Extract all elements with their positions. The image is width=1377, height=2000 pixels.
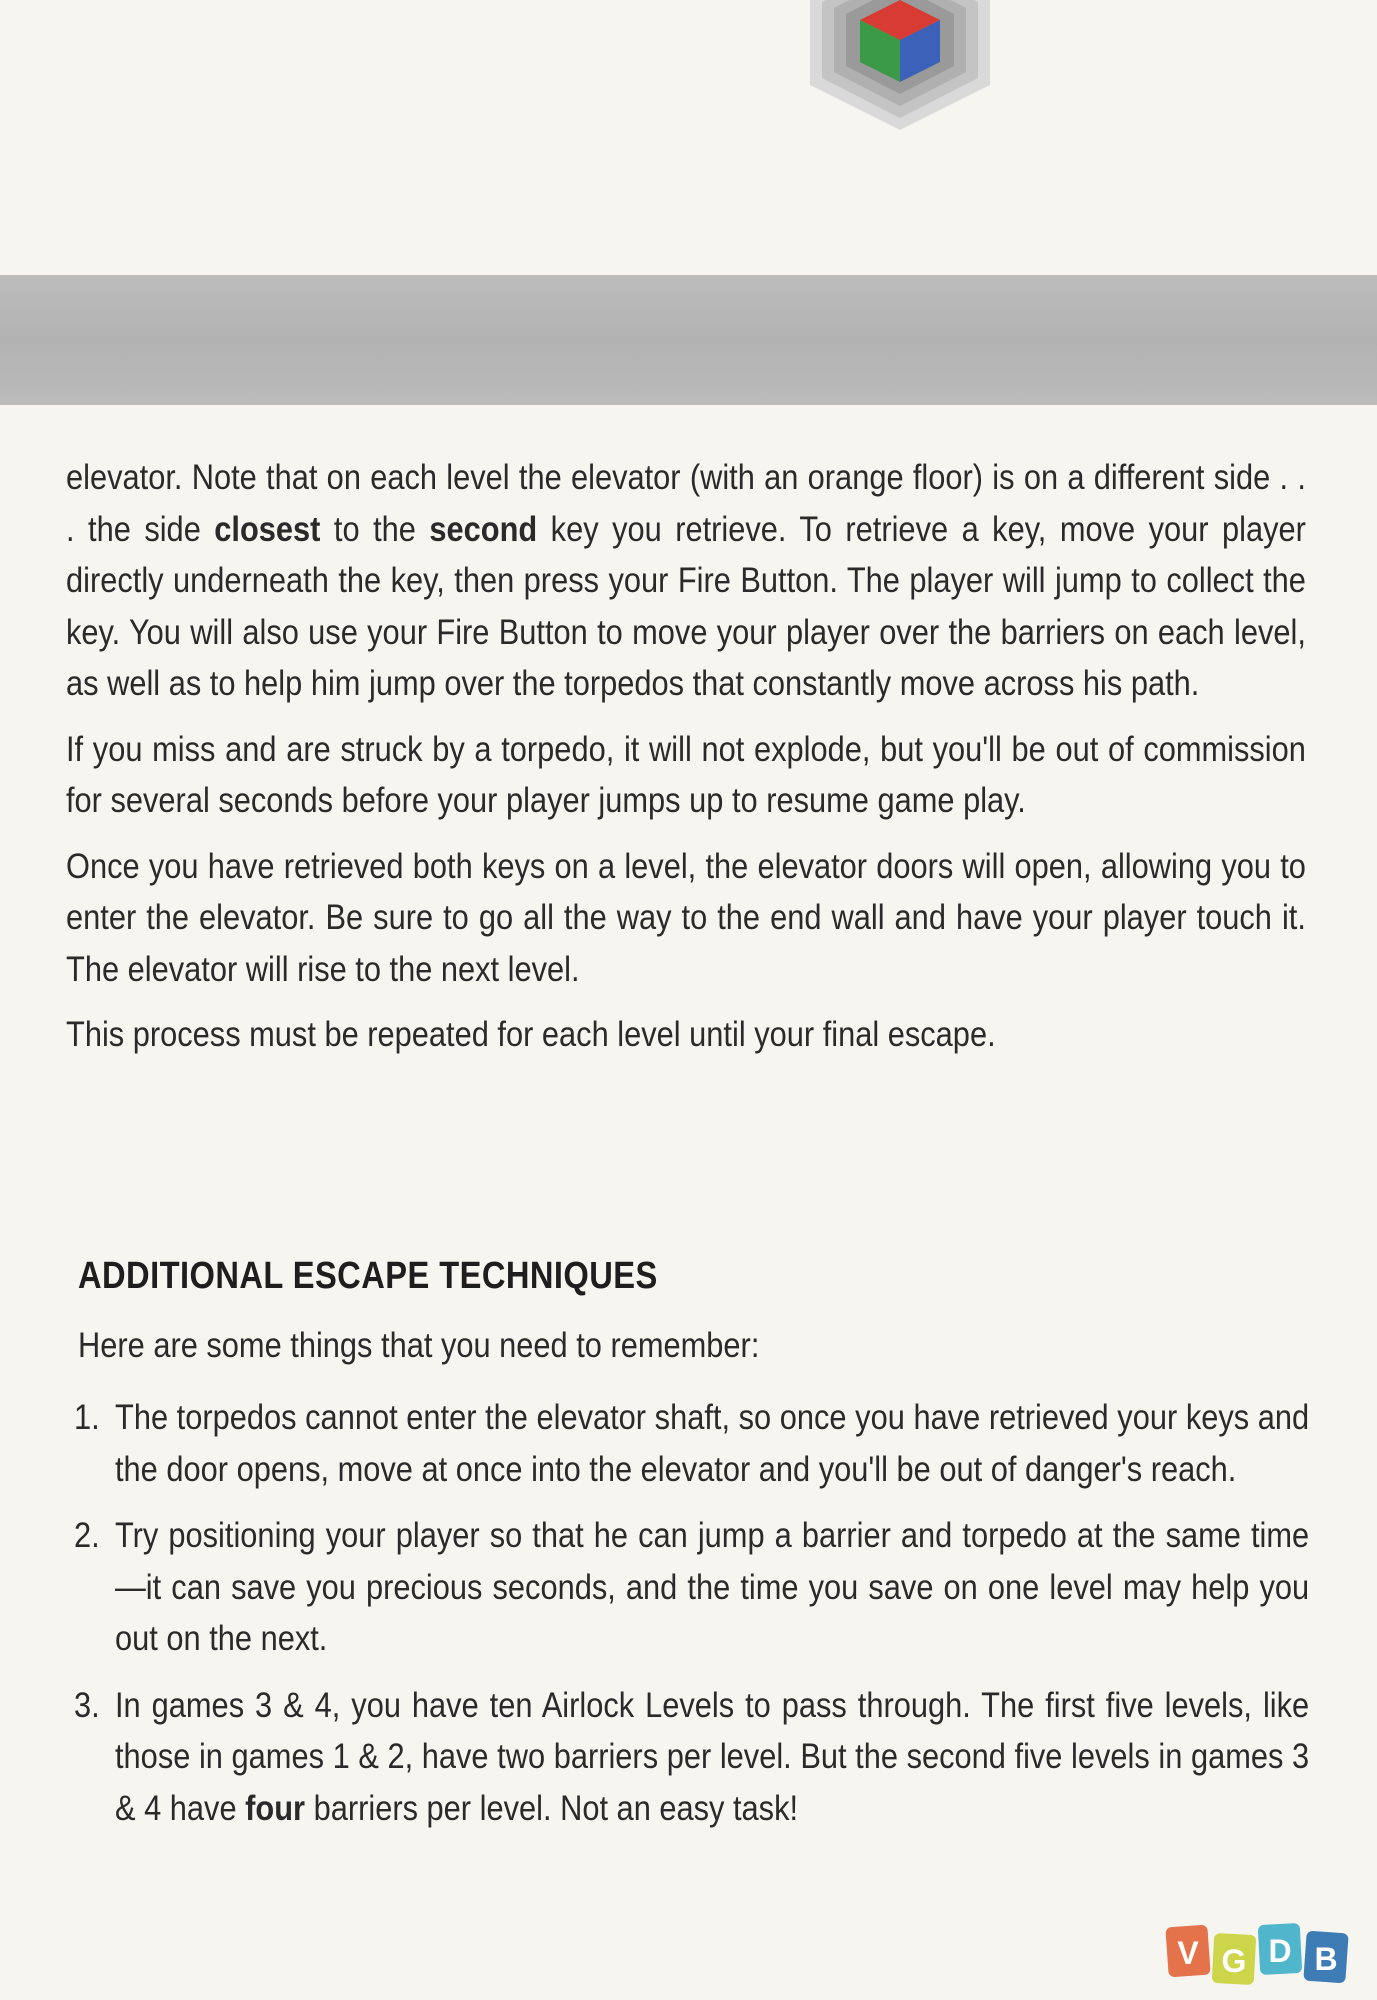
list-text: Try positioning your player so that he can jump a barrier and torpedo at the same time—it can save you precious seconds, and the time you save on one level may help you out on the next.: [115, 1516, 1310, 1658]
watermark-v: V: [1177, 1935, 1199, 1971]
tips-list: [74, 1392, 1309, 1849]
list-item: [74, 1510, 1309, 1665]
list-item: [74, 1680, 1309, 1835]
vgdb-watermark-logo: [1165, 1920, 1355, 1990]
list-number: 1.: [74, 1398, 100, 1437]
paragraph-2: If you miss and are struck by a torpedo, it will not explode, but you'll be out of commission for several seconds before your player jumps up to resume game play.: [66, 729, 1306, 820]
watermark-g: G: [1221, 1943, 1247, 1979]
watermark-d: D: [1268, 1933, 1292, 1969]
header-band: [0, 275, 1377, 405]
list-text: The torpedos cannot enter the elevator shaft, so once you have retrieved your keys and the door opens, move at once into the elevator and you'll be out of danger's reach.: [115, 1398, 1310, 1489]
body-text: [66, 452, 1306, 1061]
list-number: 2.: [74, 1516, 100, 1555]
cube-logo-icon: [800, 0, 1000, 140]
list-text: In games 3 & 4, you have ten Airlock Levels to pass through. The first five levels, like those in games 1 & 2, have two barriers per level. But the second five levels in games 3 & 4 have four barriers per level. Not an easy task!: [115, 1685, 1310, 1828]
list-item: [74, 1392, 1309, 1495]
section-intro: Here are some things that you need to remember:: [78, 1326, 760, 1365]
paragraph-4: This process must be repeated for each level until your final escape.: [66, 1015, 996, 1054]
list-number: 3.: [74, 1685, 100, 1725]
paragraph-3: Once you have retrieved both keys on a level, the elevator doors will open, allowing you to enter the elevator. Be sure to go all the way to the end wall and have your player touch it. The elevator will rise to the next level.: [66, 846, 1306, 989]
watermark-b: B: [1314, 1941, 1338, 1977]
section-heading: ADDITIONAL ESCAPE TECHNIQUES: [78, 1255, 658, 1297]
paragraph-1: elevator. Note that on each level the elevator (with an orange floor) is on a different side . . . the side closest to the second key you retrieve. To retrieve a key, move your player directly underneath the key, then press your Fire Button. The player will jump to collect the key. You will also use your Fire Button to move your player over the barriers on each level, as well as to help him jump over the torpedos that constantly move across his path.: [66, 458, 1306, 703]
